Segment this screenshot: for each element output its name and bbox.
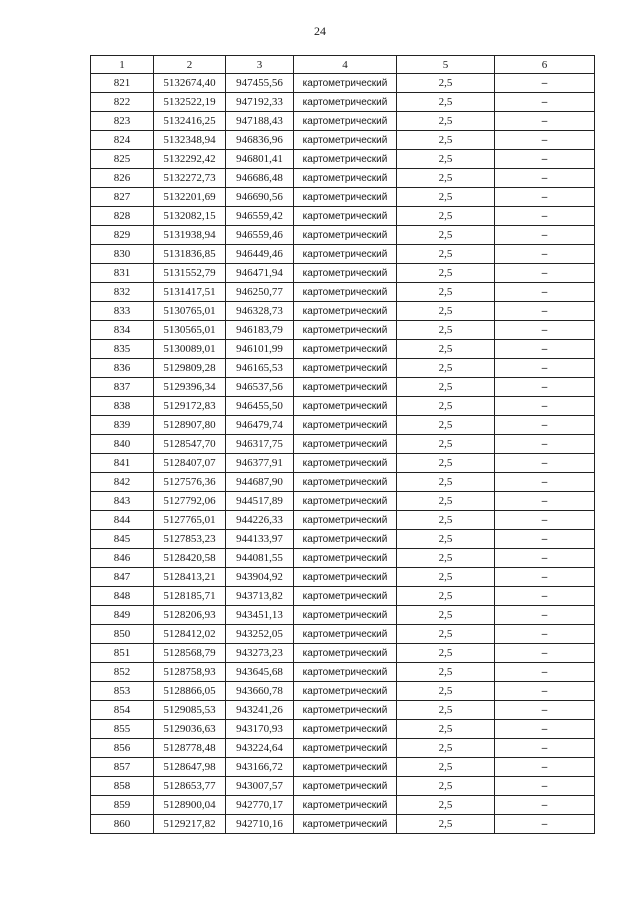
accuracy-cell: 2,5 <box>397 131 495 150</box>
note-cell: – <box>495 435 595 454</box>
x-coordinate-cell: 5128647,98 <box>154 758 226 777</box>
note-cell: – <box>495 207 595 226</box>
note-cell: – <box>495 245 595 264</box>
note-cell: – <box>495 416 595 435</box>
point-number-cell: 823 <box>91 112 154 131</box>
table-row <box>91 682 595 701</box>
method-cell: картометрический <box>294 302 397 321</box>
table-row <box>91 378 595 397</box>
table-row <box>91 150 595 169</box>
x-coordinate-cell: 5131836,85 <box>154 245 226 264</box>
y-coordinate-cell: 946836,96 <box>226 131 294 150</box>
x-coordinate-cell: 5132416,25 <box>154 112 226 131</box>
accuracy-cell: 2,5 <box>397 682 495 701</box>
table-row <box>91 416 595 435</box>
y-coordinate-cell: 946537,56 <box>226 378 294 397</box>
table-row <box>91 435 595 454</box>
point-number-cell: 832 <box>91 283 154 302</box>
note-cell: – <box>495 777 595 796</box>
method-cell: картометрический <box>294 777 397 796</box>
note-cell: – <box>495 264 595 283</box>
method-cell: картометрический <box>294 245 397 264</box>
note-cell: – <box>495 549 595 568</box>
accuracy-cell: 2,5 <box>397 378 495 397</box>
accuracy-cell: 2,5 <box>397 796 495 815</box>
point-number-cell: 860 <box>91 815 154 834</box>
x-coordinate-cell: 5129809,28 <box>154 359 226 378</box>
note-cell: – <box>495 150 595 169</box>
table-row <box>91 283 595 302</box>
method-cell: картометрический <box>294 758 397 777</box>
y-coordinate-cell: 946479,74 <box>226 416 294 435</box>
y-coordinate-cell: 944517,89 <box>226 492 294 511</box>
method-cell: картометрический <box>294 112 397 131</box>
x-coordinate-cell: 5128900,04 <box>154 796 226 815</box>
x-coordinate-cell: 5127576,36 <box>154 473 226 492</box>
point-number-cell: 849 <box>91 606 154 625</box>
note-cell: – <box>495 454 595 473</box>
note-cell: – <box>495 587 595 606</box>
note-cell: – <box>495 340 595 359</box>
point-number-cell: 841 <box>91 454 154 473</box>
point-number-cell: 824 <box>91 131 154 150</box>
note-cell: – <box>495 74 595 93</box>
note-cell: – <box>495 815 595 834</box>
note-cell: – <box>495 530 595 549</box>
x-coordinate-cell: 5129217,82 <box>154 815 226 834</box>
note-cell: – <box>495 321 595 340</box>
x-coordinate-cell: 5130565,01 <box>154 321 226 340</box>
note-cell: – <box>495 663 595 682</box>
x-coordinate-cell: 5128420,58 <box>154 549 226 568</box>
method-cell: картометрический <box>294 283 397 302</box>
accuracy-cell: 2,5 <box>397 397 495 416</box>
method-cell: картометрический <box>294 473 397 492</box>
accuracy-cell: 2,5 <box>397 815 495 834</box>
point-number-cell: 821 <box>91 74 154 93</box>
table-row <box>91 625 595 644</box>
method-cell: картометрический <box>294 264 397 283</box>
accuracy-cell: 2,5 <box>397 359 495 378</box>
x-coordinate-cell: 5128407,07 <box>154 454 226 473</box>
y-coordinate-cell: 943713,82 <box>226 587 294 606</box>
x-coordinate-cell: 5130765,01 <box>154 302 226 321</box>
method-cell: картометрический <box>294 682 397 701</box>
table-row <box>91 226 595 245</box>
table-row <box>91 587 595 606</box>
x-coordinate-cell: 5127853,23 <box>154 530 226 549</box>
column-header: 5 <box>397 56 495 74</box>
method-cell: картометрический <box>294 131 397 150</box>
column-header: 1 <box>91 56 154 74</box>
x-coordinate-cell: 5128185,71 <box>154 587 226 606</box>
method-cell: картометрический <box>294 511 397 530</box>
table-row <box>91 112 595 131</box>
note-cell: – <box>495 758 595 777</box>
column-header: 3 <box>226 56 294 74</box>
method-cell: картометрический <box>294 93 397 112</box>
point-number-cell: 835 <box>91 340 154 359</box>
point-number-cell: 834 <box>91 321 154 340</box>
table-header-row <box>91 56 595 74</box>
table-row <box>91 321 595 340</box>
x-coordinate-cell: 5128758,93 <box>154 663 226 682</box>
note-cell: – <box>495 739 595 758</box>
note-cell: – <box>495 131 595 150</box>
point-number-cell: 837 <box>91 378 154 397</box>
y-coordinate-cell: 943904,92 <box>226 568 294 587</box>
accuracy-cell: 2,5 <box>397 93 495 112</box>
y-coordinate-cell: 946801,41 <box>226 150 294 169</box>
table-row <box>91 397 595 416</box>
x-coordinate-cell: 5128547,70 <box>154 435 226 454</box>
table-row <box>91 777 595 796</box>
point-number-cell: 833 <box>91 302 154 321</box>
x-coordinate-cell: 5127765,01 <box>154 511 226 530</box>
accuracy-cell: 2,5 <box>397 549 495 568</box>
table-row <box>91 530 595 549</box>
y-coordinate-cell: 946471,94 <box>226 264 294 283</box>
table-row <box>91 188 595 207</box>
method-cell: картометрический <box>294 492 397 511</box>
note-cell: – <box>495 283 595 302</box>
column-header: 2 <box>154 56 226 74</box>
point-number-cell: 846 <box>91 549 154 568</box>
point-number-cell: 826 <box>91 169 154 188</box>
y-coordinate-cell: 946250,77 <box>226 283 294 302</box>
accuracy-cell: 2,5 <box>397 321 495 340</box>
x-coordinate-cell: 5132292,42 <box>154 150 226 169</box>
table-row <box>91 492 595 511</box>
table-row <box>91 454 595 473</box>
accuracy-cell: 2,5 <box>397 492 495 511</box>
x-coordinate-cell: 5128568,79 <box>154 644 226 663</box>
point-number-cell: 857 <box>91 758 154 777</box>
point-number-cell: 836 <box>91 359 154 378</box>
accuracy-cell: 2,5 <box>397 226 495 245</box>
coordinates-table <box>90 55 595 834</box>
note-cell: – <box>495 625 595 644</box>
y-coordinate-cell: 946455,50 <box>226 397 294 416</box>
x-coordinate-cell: 5132201,69 <box>154 188 226 207</box>
note-cell: – <box>495 606 595 625</box>
table-row <box>91 264 595 283</box>
x-coordinate-cell: 5128412,02 <box>154 625 226 644</box>
note-cell: – <box>495 473 595 492</box>
accuracy-cell: 2,5 <box>397 511 495 530</box>
y-coordinate-cell: 943252,05 <box>226 625 294 644</box>
accuracy-cell: 2,5 <box>397 302 495 321</box>
y-coordinate-cell: 946165,53 <box>226 359 294 378</box>
y-coordinate-cell: 946183,79 <box>226 321 294 340</box>
y-coordinate-cell: 943224,64 <box>226 739 294 758</box>
method-cell: картометрический <box>294 701 397 720</box>
point-number-cell: 855 <box>91 720 154 739</box>
table-row <box>91 245 595 264</box>
x-coordinate-cell: 5132272,73 <box>154 169 226 188</box>
method-cell: картометрический <box>294 720 397 739</box>
accuracy-cell: 2,5 <box>397 758 495 777</box>
accuracy-cell: 2,5 <box>397 777 495 796</box>
table-row <box>91 302 595 321</box>
table-row <box>91 663 595 682</box>
y-coordinate-cell: 943645,68 <box>226 663 294 682</box>
table-row <box>91 93 595 112</box>
method-cell: картометрический <box>294 188 397 207</box>
x-coordinate-cell: 5128206,93 <box>154 606 226 625</box>
point-number-cell: 838 <box>91 397 154 416</box>
y-coordinate-cell: 947188,43 <box>226 112 294 131</box>
table-row <box>91 340 595 359</box>
y-coordinate-cell: 947455,56 <box>226 74 294 93</box>
x-coordinate-cell: 5128653,77 <box>154 777 226 796</box>
point-number-cell: 843 <box>91 492 154 511</box>
accuracy-cell: 2,5 <box>397 530 495 549</box>
table-body <box>91 74 595 834</box>
method-cell: картометрический <box>294 815 397 834</box>
y-coordinate-cell: 947192,33 <box>226 93 294 112</box>
method-cell: картометрический <box>294 416 397 435</box>
method-cell: картометрический <box>294 321 397 340</box>
accuracy-cell: 2,5 <box>397 606 495 625</box>
y-coordinate-cell: 944687,90 <box>226 473 294 492</box>
note-cell: – <box>495 701 595 720</box>
accuracy-cell: 2,5 <box>397 701 495 720</box>
note-cell: – <box>495 226 595 245</box>
method-cell: картометрический <box>294 796 397 815</box>
y-coordinate-cell: 944081,55 <box>226 549 294 568</box>
point-number-cell: 842 <box>91 473 154 492</box>
note-cell: – <box>495 397 595 416</box>
method-cell: картометрический <box>294 739 397 758</box>
x-coordinate-cell: 5131938,94 <box>154 226 226 245</box>
point-number-cell: 829 <box>91 226 154 245</box>
accuracy-cell: 2,5 <box>397 454 495 473</box>
x-coordinate-cell: 5130089,01 <box>154 340 226 359</box>
point-number-cell: 850 <box>91 625 154 644</box>
x-coordinate-cell: 5131417,51 <box>154 283 226 302</box>
y-coordinate-cell: 944133,97 <box>226 530 294 549</box>
x-coordinate-cell: 5132082,15 <box>154 207 226 226</box>
note-cell: – <box>495 302 595 321</box>
x-coordinate-cell: 5128866,05 <box>154 682 226 701</box>
accuracy-cell: 2,5 <box>397 625 495 644</box>
point-number-cell: 848 <box>91 587 154 606</box>
accuracy-cell: 2,5 <box>397 663 495 682</box>
y-coordinate-cell: 943660,78 <box>226 682 294 701</box>
y-coordinate-cell: 946690,56 <box>226 188 294 207</box>
point-number-cell: 822 <box>91 93 154 112</box>
y-coordinate-cell: 944226,33 <box>226 511 294 530</box>
note-cell: – <box>495 511 595 530</box>
note-cell: – <box>495 796 595 815</box>
point-number-cell: 853 <box>91 682 154 701</box>
table-row <box>91 606 595 625</box>
accuracy-cell: 2,5 <box>397 283 495 302</box>
accuracy-cell: 2,5 <box>397 568 495 587</box>
method-cell: картометрический <box>294 568 397 587</box>
y-coordinate-cell: 946317,75 <box>226 435 294 454</box>
x-coordinate-cell: 5129172,83 <box>154 397 226 416</box>
column-header: 4 <box>294 56 397 74</box>
point-number-cell: 844 <box>91 511 154 530</box>
accuracy-cell: 2,5 <box>397 188 495 207</box>
point-number-cell: 856 <box>91 739 154 758</box>
point-number-cell: 851 <box>91 644 154 663</box>
method-cell: картометрический <box>294 150 397 169</box>
method-cell: картометрический <box>294 454 397 473</box>
note-cell: – <box>495 644 595 663</box>
y-coordinate-cell: 946686,48 <box>226 169 294 188</box>
point-number-cell: 831 <box>91 264 154 283</box>
x-coordinate-cell: 5132348,94 <box>154 131 226 150</box>
y-coordinate-cell: 942770,17 <box>226 796 294 815</box>
note-cell: – <box>495 169 595 188</box>
y-coordinate-cell: 946449,46 <box>226 245 294 264</box>
accuracy-cell: 2,5 <box>397 169 495 188</box>
method-cell: картометрический <box>294 169 397 188</box>
y-coordinate-cell: 943170,93 <box>226 720 294 739</box>
accuracy-cell: 2,5 <box>397 473 495 492</box>
method-cell: картометрический <box>294 530 397 549</box>
note-cell: – <box>495 188 595 207</box>
accuracy-cell: 2,5 <box>397 739 495 758</box>
note-cell: – <box>495 720 595 739</box>
accuracy-cell: 2,5 <box>397 644 495 663</box>
method-cell: картометрический <box>294 625 397 644</box>
point-number-cell: 854 <box>91 701 154 720</box>
accuracy-cell: 2,5 <box>397 74 495 93</box>
accuracy-cell: 2,5 <box>397 416 495 435</box>
point-number-cell: 858 <box>91 777 154 796</box>
accuracy-cell: 2,5 <box>397 150 495 169</box>
accuracy-cell: 2,5 <box>397 264 495 283</box>
accuracy-cell: 2,5 <box>397 245 495 264</box>
accuracy-cell: 2,5 <box>397 435 495 454</box>
column-header: 6 <box>495 56 595 74</box>
method-cell: картометрический <box>294 340 397 359</box>
table-row <box>91 511 595 530</box>
x-coordinate-cell: 5128907,80 <box>154 416 226 435</box>
point-number-cell: 828 <box>91 207 154 226</box>
table-row <box>91 359 595 378</box>
table-row <box>91 169 595 188</box>
y-coordinate-cell: 943451,13 <box>226 606 294 625</box>
note-cell: – <box>495 93 595 112</box>
table-row <box>91 131 595 150</box>
y-coordinate-cell: 946328,73 <box>226 302 294 321</box>
table-row <box>91 644 595 663</box>
table-row <box>91 739 595 758</box>
point-number-cell: 859 <box>91 796 154 815</box>
method-cell: картометрический <box>294 378 397 397</box>
method-cell: картометрический <box>294 359 397 378</box>
method-cell: картометрический <box>294 226 397 245</box>
y-coordinate-cell: 943241,26 <box>226 701 294 720</box>
y-coordinate-cell: 946101,99 <box>226 340 294 359</box>
x-coordinate-cell: 5132674,40 <box>154 74 226 93</box>
table-row <box>91 473 595 492</box>
note-cell: – <box>495 682 595 701</box>
x-coordinate-cell: 5131552,79 <box>154 264 226 283</box>
method-cell: картометрический <box>294 663 397 682</box>
y-coordinate-cell: 946559,46 <box>226 226 294 245</box>
method-cell: картометрический <box>294 549 397 568</box>
point-number-cell: 827 <box>91 188 154 207</box>
note-cell: – <box>495 492 595 511</box>
x-coordinate-cell: 5128413,21 <box>154 568 226 587</box>
accuracy-cell: 2,5 <box>397 340 495 359</box>
table-row <box>91 701 595 720</box>
table-row <box>91 549 595 568</box>
point-number-cell: 825 <box>91 150 154 169</box>
x-coordinate-cell: 5132522,19 <box>154 93 226 112</box>
note-cell: – <box>495 568 595 587</box>
y-coordinate-cell: 942710,16 <box>226 815 294 834</box>
method-cell: картометрический <box>294 435 397 454</box>
x-coordinate-cell: 5129396,34 <box>154 378 226 397</box>
table-row <box>91 74 595 93</box>
note-cell: – <box>495 378 595 397</box>
table-row <box>91 207 595 226</box>
x-coordinate-cell: 5128778,48 <box>154 739 226 758</box>
table-row <box>91 758 595 777</box>
accuracy-cell: 2,5 <box>397 587 495 606</box>
y-coordinate-cell: 946559,42 <box>226 207 294 226</box>
point-number-cell: 830 <box>91 245 154 264</box>
point-number-cell: 840 <box>91 435 154 454</box>
method-cell: картометрический <box>294 644 397 663</box>
table-row <box>91 720 595 739</box>
accuracy-cell: 2,5 <box>397 207 495 226</box>
y-coordinate-cell: 943273,23 <box>226 644 294 663</box>
method-cell: картометрический <box>294 74 397 93</box>
point-number-cell: 839 <box>91 416 154 435</box>
note-cell: – <box>495 359 595 378</box>
x-coordinate-cell: 5129085,53 <box>154 701 226 720</box>
point-number-cell: 852 <box>91 663 154 682</box>
x-coordinate-cell: 5129036,63 <box>154 720 226 739</box>
note-cell: – <box>495 112 595 131</box>
table-row <box>91 815 595 834</box>
method-cell: картометрический <box>294 397 397 416</box>
table-row <box>91 796 595 815</box>
x-coordinate-cell: 5127792,06 <box>154 492 226 511</box>
table-row <box>91 568 595 587</box>
y-coordinate-cell: 943166,72 <box>226 758 294 777</box>
method-cell: картометрический <box>294 587 397 606</box>
method-cell: картометрический <box>294 606 397 625</box>
accuracy-cell: 2,5 <box>397 112 495 131</box>
accuracy-cell: 2,5 <box>397 720 495 739</box>
page-number: 24 <box>314 24 326 38</box>
point-number-cell: 845 <box>91 530 154 549</box>
y-coordinate-cell: 943007,57 <box>226 777 294 796</box>
y-coordinate-cell: 946377,91 <box>226 454 294 473</box>
point-number-cell: 847 <box>91 568 154 587</box>
method-cell: картометрический <box>294 207 397 226</box>
